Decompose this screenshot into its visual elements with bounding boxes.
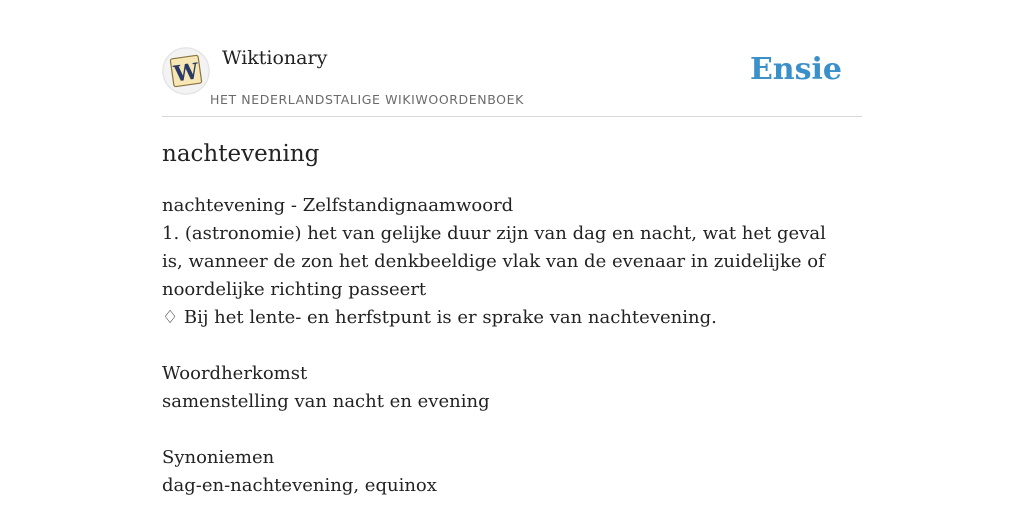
wiktionary-logo-icon[interactable] [162, 47, 210, 95]
entry-heading: nachtevening - Zelfstandignaamwoord [162, 195, 514, 216]
page-container [162, 0, 862, 496]
etymology-text: samenstelling van nacht en evening [162, 391, 490, 412]
synonyms-heading: Synoniemen [162, 447, 275, 468]
site-header [162, 0, 862, 117]
entry-definition: 1. (astronomie) het van gelijke duur zijn van dag en nacht, wat het geval is, wanneer de zon het denkbeeldige vlak van de evenaar in zuidelijke of noordelijke richting passeert [162, 223, 826, 300]
page-title: nachtevening [162, 141, 320, 167]
spacer [162, 332, 852, 360]
entry-content [162, 192, 852, 500]
logo-tile-graphic [162, 47, 210, 95]
synonyms-text: dag-en-nachtevening, equinox [162, 475, 437, 496]
logo-letter: W [172, 58, 201, 88]
site-tagline: HET NEDERLANDSTALIGE WIKIWOORDENBOEK [210, 92, 524, 107]
ensie-brand-logo[interactable]: Ensie [749, 52, 842, 87]
site-title[interactable]: Wiktionary [222, 47, 328, 69]
etymology-heading: Woordherkomst [162, 363, 308, 384]
entry-example: ♢ Bij het lente- en herfstpunt is er sprake van nachtevening. [162, 307, 717, 328]
spacer [162, 416, 852, 444]
